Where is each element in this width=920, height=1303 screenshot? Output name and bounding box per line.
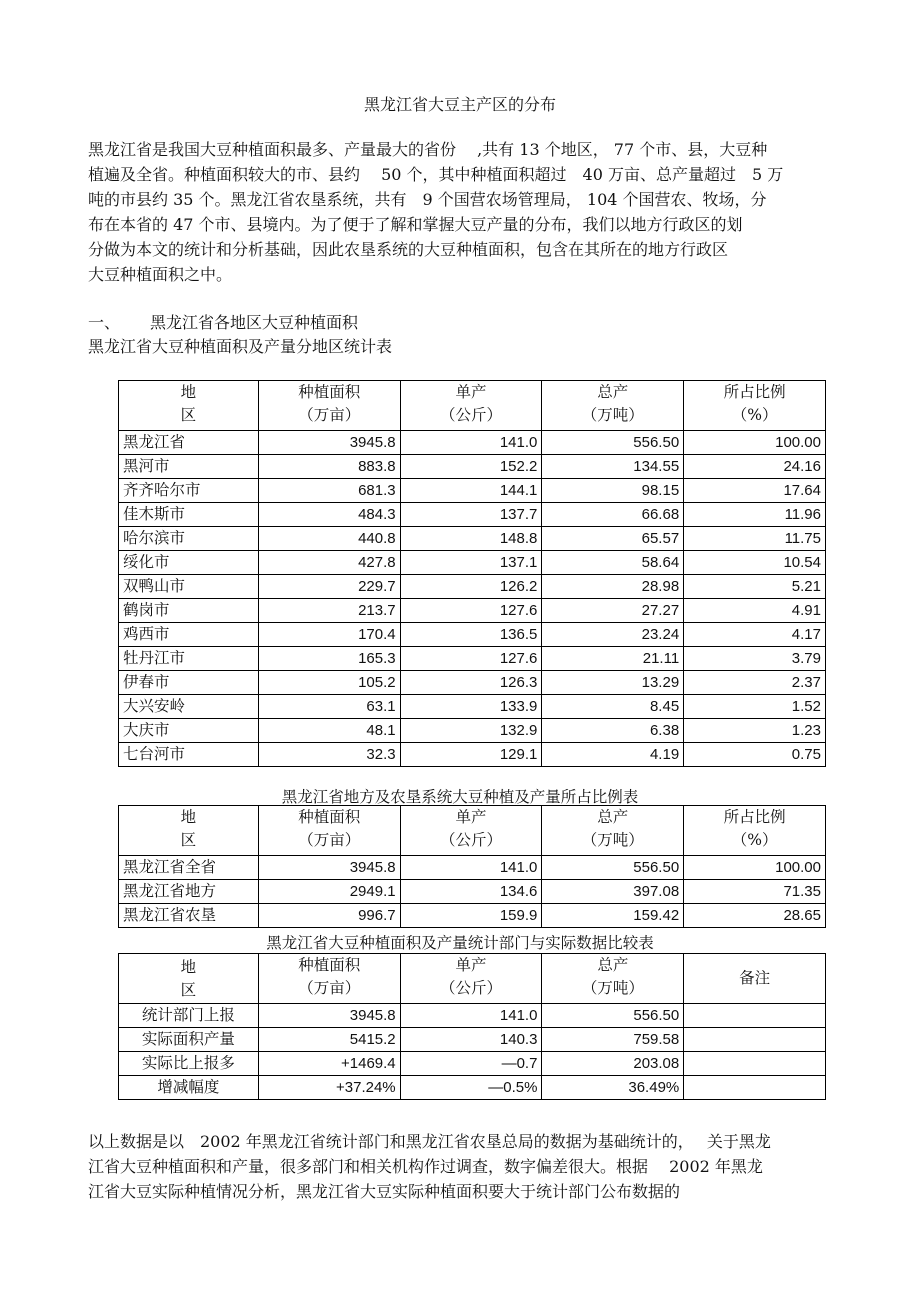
intro-line: 吨的市县约 35 个。黑龙江省农垦系统，共有 9 个国营农场管理局， 104 个国营农、牧场，分 — [88, 190, 767, 209]
value-cell: 48.1 — [258, 719, 400, 743]
table-row — [119, 719, 826, 743]
table-row — [119, 575, 826, 599]
header-region: 地 区 — [119, 381, 259, 431]
outro-line: 以上数据是以 2002 年黑龙江省统计部门和黑龙江省农垦总局的数据为基础统计的， 关于黑龙 — [88, 1132, 771, 1151]
table-row — [119, 479, 826, 503]
value-cell: 2.37 — [684, 671, 826, 695]
value-cell: 0.75 — [684, 743, 826, 767]
table-row — [119, 695, 826, 719]
value-cell: 8.45 — [542, 695, 684, 719]
value-cell: 23.24 — [542, 623, 684, 647]
value-cell: 24.16 — [684, 455, 826, 479]
table-row — [119, 527, 826, 551]
header-area: 种植面积 （万亩） — [258, 806, 400, 856]
outro-line: 江省大豆种植面积和产量，很多部门和相关机构作过调查，数字偏差很大。根据 2002 年黑龙 — [88, 1157, 763, 1176]
table-row — [119, 551, 826, 575]
value-cell: 63.1 — [258, 695, 400, 719]
value-cell: 17.64 — [684, 479, 826, 503]
header-yield: 单产 （公斤） — [400, 806, 542, 856]
value-cell: 137.1 — [400, 551, 542, 575]
value-cell: 883.8 — [258, 455, 400, 479]
value-cell: 141.0 — [400, 1004, 542, 1028]
table-row — [119, 599, 826, 623]
region-cell: 黑龙江省 — [119, 431, 259, 455]
value-cell: 159.9 — [400, 904, 542, 928]
region-cell: 统计部门上报 — [119, 1004, 259, 1028]
value-cell: 2949.1 — [258, 880, 400, 904]
region-cell: 实际面积产量 — [119, 1028, 259, 1052]
section-heading: 黑龙江省各地区大豆种植面积 — [150, 313, 359, 332]
table-row — [119, 1028, 826, 1052]
value-cell: 21.11 — [542, 647, 684, 671]
table-header-row — [119, 381, 826, 431]
value-cell: 5.21 — [684, 575, 826, 599]
value-cell: 65.57 — [542, 527, 684, 551]
region-cell: 佳木斯市 — [119, 503, 259, 527]
table-row — [119, 623, 826, 647]
section-number: 一、 — [88, 313, 121, 332]
header-yield: 单产 （公斤） — [400, 381, 542, 431]
value-cell: 148.8 — [400, 527, 542, 551]
table-row — [119, 904, 826, 928]
region-cell: 双鸭山市 — [119, 575, 259, 599]
system-share-table — [118, 805, 826, 928]
table2-caption: 黑龙江省地方及农垦系统大豆种植及产量所占比例表 — [281, 788, 639, 806]
value-cell: 66.68 — [542, 503, 684, 527]
value-cell: 4.17 — [684, 623, 826, 647]
value-cell: 58.64 — [542, 551, 684, 575]
value-cell: 1.52 — [684, 695, 826, 719]
value-cell: 4.19 — [542, 743, 684, 767]
table-row — [119, 743, 826, 767]
value-cell: 165.3 — [258, 647, 400, 671]
region-cell: 实际比上报多 — [119, 1052, 259, 1076]
value-cell: 170.4 — [258, 623, 400, 647]
intro-line: 分做为本文的统计和分析基础，因此农垦系统的大豆种植面积，包含在其所在的地方行政区 — [88, 240, 729, 259]
value-cell: 36.49% — [542, 1076, 684, 1100]
table-row — [119, 431, 826, 455]
region-cell: 黑龙江省农垦 — [119, 904, 259, 928]
header-area: 种植面积 （万亩） — [258, 381, 400, 431]
value-cell — [684, 1028, 826, 1052]
header-total: 总产 （万吨） — [542, 381, 684, 431]
region-cell: 绥化市 — [119, 551, 259, 575]
value-cell: 229.7 — [258, 575, 400, 599]
value-cell: 556.50 — [542, 1004, 684, 1028]
value-cell: 132.9 — [400, 719, 542, 743]
value-cell: 3945.8 — [258, 856, 400, 880]
value-cell — [684, 1004, 826, 1028]
value-cell: 3.79 — [684, 647, 826, 671]
document-title: 黑龙江省大豆主产区的分布 — [363, 95, 556, 114]
value-cell: 681.3 — [258, 479, 400, 503]
region-cell: 牡丹江市 — [119, 647, 259, 671]
region-cell: 黑龙江省全省 — [119, 856, 259, 880]
table-row — [119, 1052, 826, 1076]
table-row — [119, 647, 826, 671]
region-cell: 鸡西市 — [119, 623, 259, 647]
value-cell: 136.5 — [400, 623, 542, 647]
table-row — [119, 1076, 826, 1100]
header-yield: 单产 （公斤） — [400, 954, 542, 1004]
table-row — [119, 1004, 826, 1028]
header-region: 地 区 — [119, 806, 259, 856]
region-cell: 哈尔滨市 — [119, 527, 259, 551]
header-area: 种植面积 （万亩） — [258, 954, 400, 1004]
value-cell: 71.35 — [684, 880, 826, 904]
table-row — [119, 856, 826, 880]
value-cell: 144.1 — [400, 479, 542, 503]
value-cell: 440.8 — [258, 527, 400, 551]
value-cell: 10.54 — [684, 551, 826, 575]
value-cell: 32.3 — [258, 743, 400, 767]
value-cell — [684, 1076, 826, 1100]
value-cell: 5415.2 — [258, 1028, 400, 1052]
intro-paragraph — [88, 137, 848, 287]
value-cell: 140.3 — [400, 1028, 542, 1052]
value-cell: 397.08 — [542, 880, 684, 904]
value-cell: 137.7 — [400, 503, 542, 527]
value-cell: —0.5% — [400, 1076, 542, 1100]
region-cell: 鹤岗市 — [119, 599, 259, 623]
value-cell: 27.27 — [542, 599, 684, 623]
value-cell: 133.9 — [400, 695, 542, 719]
value-cell: 484.3 — [258, 503, 400, 527]
region-cell: 大兴安岭 — [119, 695, 259, 719]
region-cell: 黑龙江省地方 — [119, 880, 259, 904]
value-cell: 105.2 — [258, 671, 400, 695]
region-cell: 伊春市 — [119, 671, 259, 695]
value-cell: 3945.8 — [258, 431, 400, 455]
value-cell: 134.6 — [400, 880, 542, 904]
header-share: 所占比例 （%） — [684, 806, 826, 856]
value-cell: 203.08 — [542, 1052, 684, 1076]
header-total: 总产 （万吨） — [542, 954, 684, 1004]
header-region: 地 区 — [119, 954, 259, 1004]
value-cell: 134.55 — [542, 455, 684, 479]
value-cell: 759.58 — [542, 1028, 684, 1052]
value-cell: +1469.4 — [258, 1052, 400, 1076]
value-cell: —0.7 — [400, 1052, 542, 1076]
value-cell: 6.38 — [542, 719, 684, 743]
value-cell: 129.1 — [400, 743, 542, 767]
value-cell: 100.00 — [684, 856, 826, 880]
value-cell: 556.50 — [542, 856, 684, 880]
intro-line: 布在本省的 47 个市、县境内。为了便于了解和掌握大豆产量的分布，我们以地方行政区的划 — [88, 215, 743, 234]
header-share: 所占比例 （%） — [684, 381, 826, 431]
region-cell: 增减幅度 — [119, 1076, 259, 1100]
comparison-table — [118, 953, 826, 1100]
value-cell: 11.96 — [684, 503, 826, 527]
value-cell: +37.24% — [258, 1076, 400, 1100]
intro-line: 黑龙江省是我国大豆种植面积最多、产量最大的省份 ,共有 13 个地区， 77 个市、县，大豆种 — [88, 140, 768, 159]
region-cell: 齐齐哈尔市 — [119, 479, 259, 503]
table3-caption: 黑龙江省大豆种植面积及产量统计部门与实际数据比较表 — [266, 934, 654, 952]
value-cell: 98.15 — [542, 479, 684, 503]
header-total: 总产 （万吨） — [542, 806, 684, 856]
table-row — [119, 455, 826, 479]
value-cell: 1.23 — [684, 719, 826, 743]
table-header-row — [119, 806, 826, 856]
value-cell: 100.00 — [684, 431, 826, 455]
region-cell: 大庆市 — [119, 719, 259, 743]
table-row — [119, 671, 826, 695]
region-cell: 黑河市 — [119, 455, 259, 479]
table-row — [119, 503, 826, 527]
intro-line: 大豆种植面积之中。 — [88, 265, 233, 284]
table-header-row — [119, 954, 826, 1004]
value-cell: 126.3 — [400, 671, 542, 695]
value-cell: 159.42 — [542, 904, 684, 928]
value-cell: 427.8 — [258, 551, 400, 575]
table1-caption: 黑龙江省大豆种植面积及产量分地区统计表 — [88, 337, 393, 356]
outro-paragraph — [88, 1129, 848, 1204]
value-cell — [684, 1052, 826, 1076]
value-cell: 152.2 — [400, 455, 542, 479]
table-row — [119, 880, 826, 904]
value-cell: 126.2 — [400, 575, 542, 599]
value-cell: 11.75 — [684, 527, 826, 551]
value-cell: 213.7 — [258, 599, 400, 623]
value-cell: 28.65 — [684, 904, 826, 928]
value-cell: 127.6 — [400, 647, 542, 671]
value-cell: 28.98 — [542, 575, 684, 599]
value-cell: 996.7 — [258, 904, 400, 928]
header-note: 备注 — [684, 954, 826, 1004]
region-cell: 七台河市 — [119, 743, 259, 767]
outro-line: 江省大豆实际种植情况分析，黑龙江省大豆实际种植面积要大于统计部门公布数据的 — [88, 1182, 681, 1201]
value-cell: 3945.8 — [258, 1004, 400, 1028]
value-cell: 4.91 — [684, 599, 826, 623]
value-cell: 13.29 — [542, 671, 684, 695]
value-cell: 127.6 — [400, 599, 542, 623]
region-statistics-table — [118, 380, 826, 767]
intro-line: 植遍及全省。种植面积较大的市、县约 50 个，其中种植面积超过 40 万亩、总产量超过 5 万 — [88, 165, 784, 184]
value-cell: 556.50 — [542, 431, 684, 455]
value-cell: 141.0 — [400, 431, 542, 455]
value-cell: 141.0 — [400, 856, 542, 880]
